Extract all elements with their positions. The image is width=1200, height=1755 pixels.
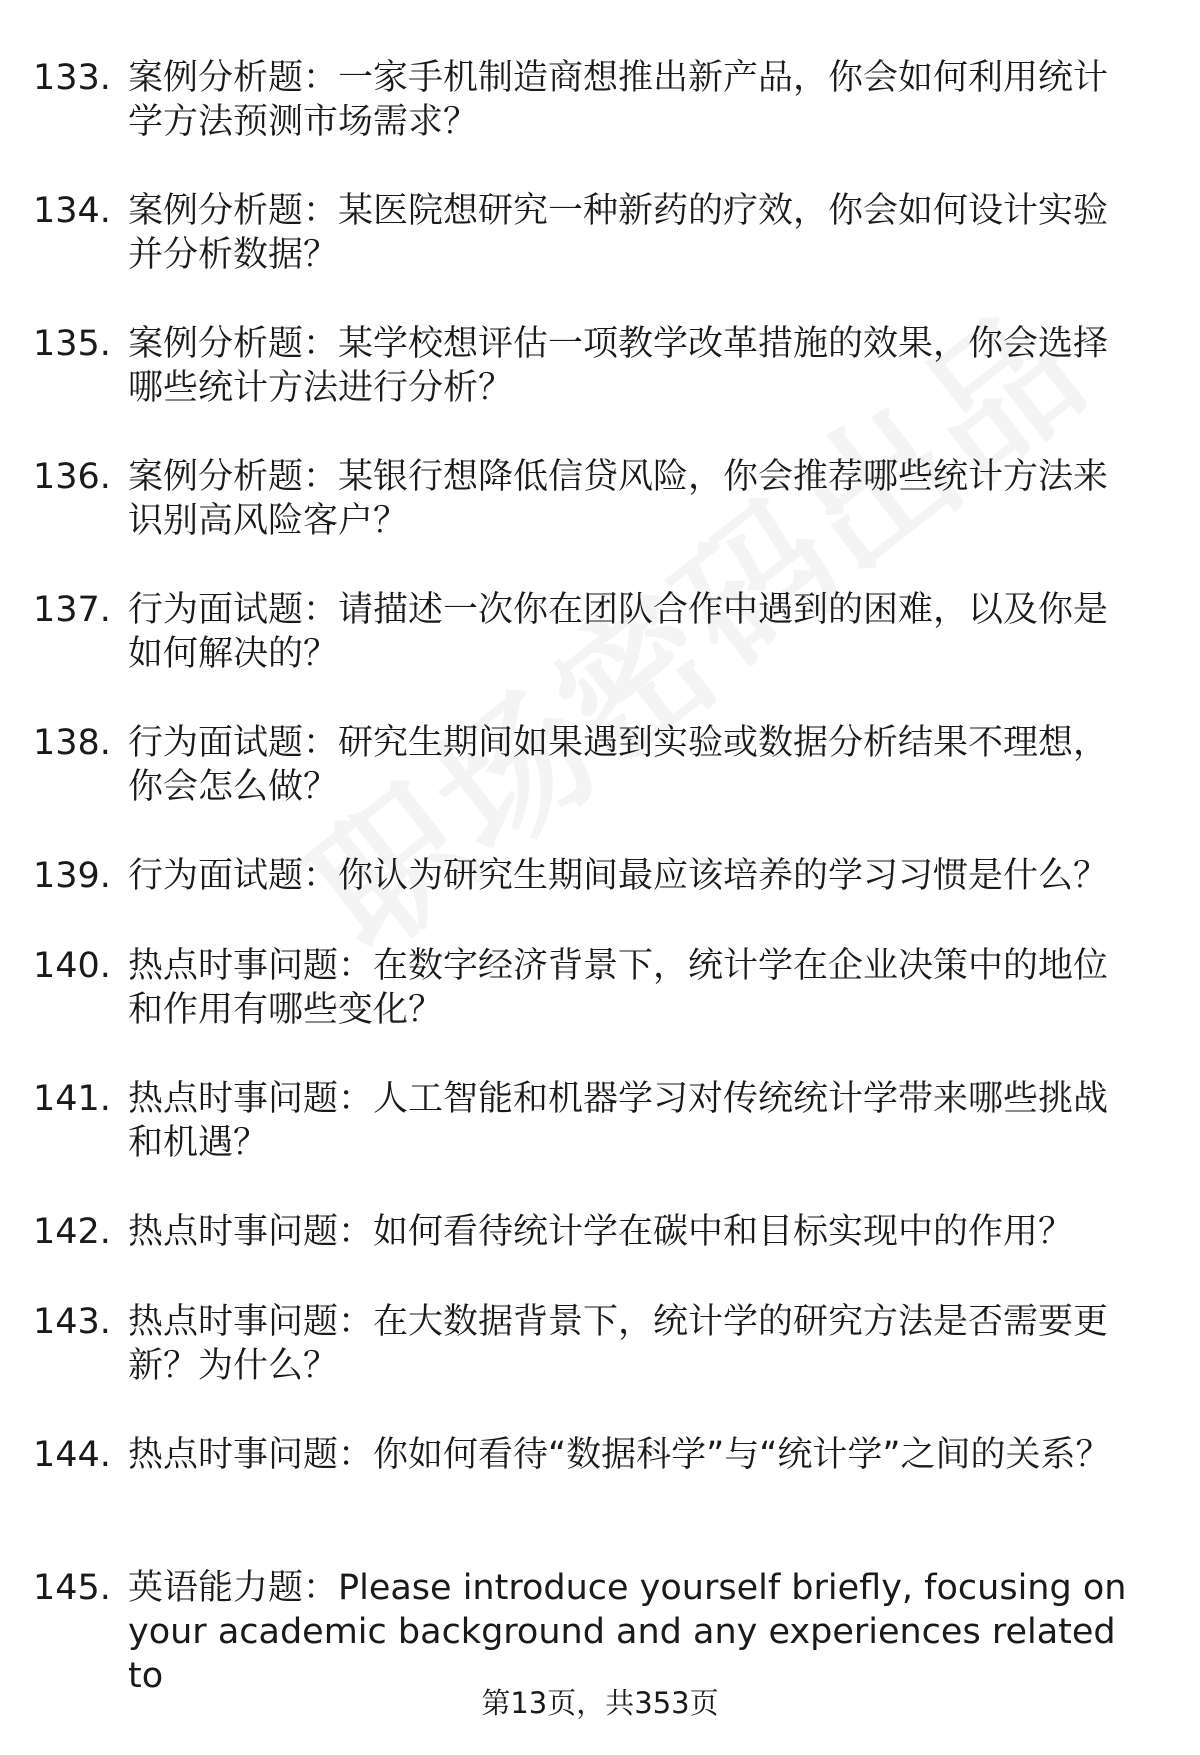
question-number: 138.	[33, 723, 111, 763]
question-text: 热点时事问题：人工智能和机器学习对传统统计学带来哪些挑战和机遇？	[128, 1079, 1109, 1163]
list-item	[0, 1077, 1200, 1163]
question-number: 141.	[33, 1079, 111, 1119]
list-item	[0, 455, 1200, 541]
question-text: 行为面试题：研究生期间如果遇到实验或数据分析结果不理想，你会怎么做？	[128, 723, 1109, 807]
question-number: 142.	[33, 1212, 111, 1252]
question-text: 行为面试题：你认为研究生期间最应该培养的学习习惯是什么？	[128, 856, 1109, 896]
question-text: 案例分析题：一家手机制造商想推出新产品，你会如何利用统计学方法预测市场需求？	[128, 58, 1109, 142]
question-number: 136.	[33, 457, 111, 497]
question-number: 133.	[33, 58, 111, 98]
question-text: 案例分析题：某银行想降低信贷风险，你会推荐哪些统计方法来识别高风险客户？	[128, 457, 1109, 541]
list-item	[0, 1433, 1200, 1519]
list-item	[0, 1300, 1200, 1386]
question-number: 140.	[33, 946, 111, 986]
list-item	[0, 56, 1200, 142]
list-item	[0, 189, 1200, 275]
question-number: 134.	[33, 191, 111, 231]
question-text: 热点时事问题：在数字经济背景下，统计学在企业决策中的地位和作用有哪些变化？	[128, 946, 1109, 1030]
question-text: 案例分析题：某学校想评估一项教学改革措施的效果，你会选择哪些统计方法进行分析？	[128, 324, 1109, 408]
question-number: 139.	[33, 856, 111, 896]
question-list	[0, 56, 1200, 1699]
question-text: 行为面试题：请描述一次你在团队合作中遇到的困难，以及你是如何解决的？	[128, 590, 1109, 674]
list-item	[0, 1566, 1200, 1696]
question-number: 135.	[33, 324, 111, 364]
list-item	[0, 588, 1200, 674]
question-text: 热点时事问题：如何看待统计学在碳中和目标实现中的作用？	[128, 1212, 1074, 1252]
question-text: 热点时事问题：在大数据背景下，统计学的研究方法是否需要更新？为什么？	[128, 1302, 1109, 1386]
question-number: 145.	[33, 1568, 111, 1608]
list-item	[0, 721, 1200, 807]
list-item	[0, 854, 1200, 898]
page-footer: 第13页，共353页	[481, 1686, 719, 1720]
question-text: 案例分析题：某医院想研究一种新药的疗效，你会如何设计实验并分析数据？	[128, 191, 1109, 275]
list-item	[0, 944, 1200, 1030]
question-number: 144.	[33, 1435, 111, 1475]
question-number: 137.	[33, 590, 111, 630]
list-item	[0, 322, 1200, 408]
question-text: 热点时事问题：你如何看待“数据科学”与“统计学”之间的关系？	[128, 1435, 1111, 1475]
question-number: 143.	[33, 1302, 111, 1342]
list-item	[0, 1210, 1200, 1254]
question-text: 英语能力题：Please introduce yourself briefly, focusing on your academic background and any experiences related to	[128, 1568, 1127, 1696]
